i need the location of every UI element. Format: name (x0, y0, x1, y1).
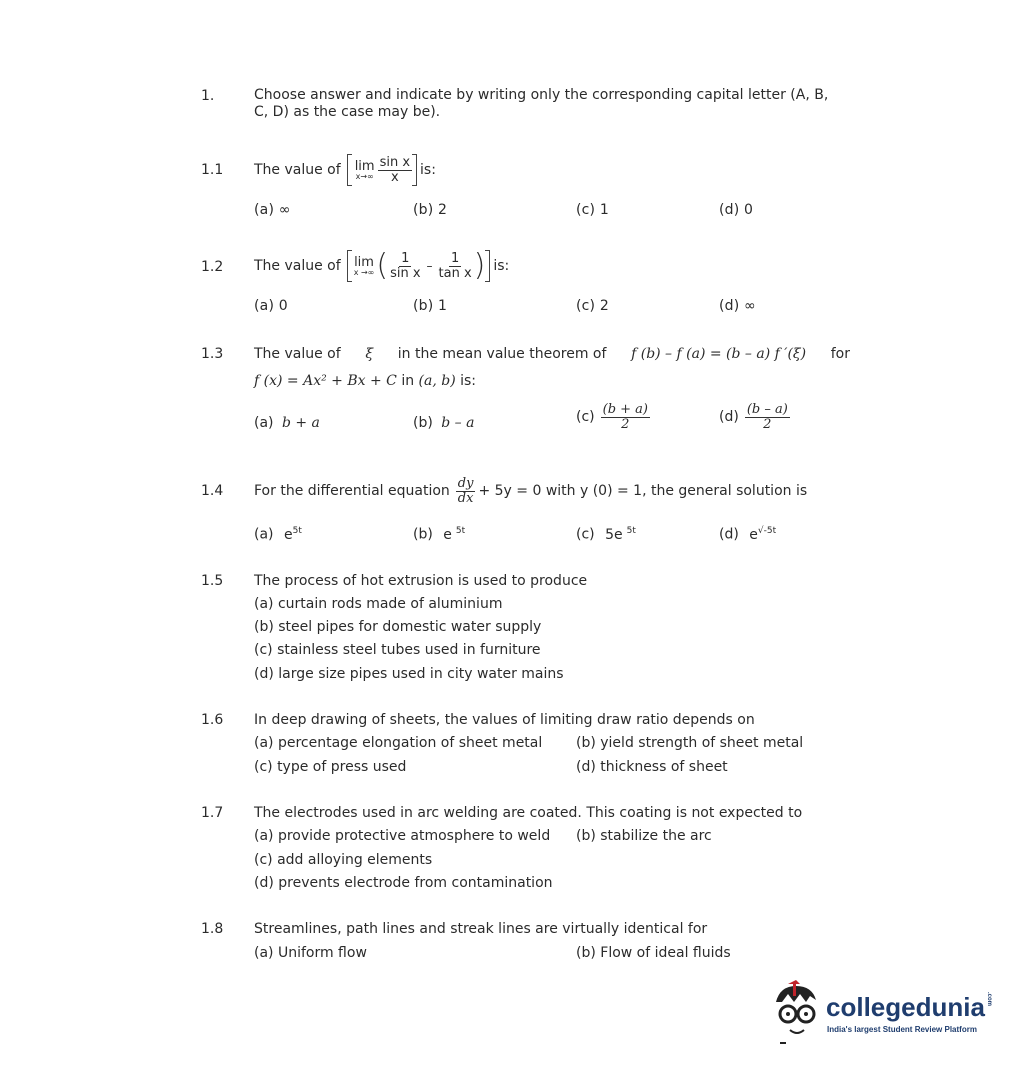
option-b: (b) stabilize the arc (576, 828, 712, 844)
option-b: (b) 2 (413, 202, 448, 218)
question-1-3-line-1: The value of ξ in the mean value theorem of f (b) – f (a) = (b – a) f ′(ξ) for (254, 346, 850, 362)
option-a: (a) curtain rods made of aluminium (254, 596, 503, 612)
fraction-1: $\frac{1}{\text{sin x}}$ (390, 250, 421, 281)
question-suffix: is: (420, 162, 436, 178)
fraction: $\frac{\text{sin x}}{x}$ (379, 154, 411, 185)
minus-sign: – (426, 259, 433, 273)
question-number: 1.1 (201, 162, 224, 178)
mascot-icon (766, 980, 826, 1050)
option-d: (d) $e^{√-5t}$ (719, 526, 777, 543)
question-suffix: is: (493, 258, 510, 274)
option-a: (a) 0 (254, 298, 288, 314)
option-a: (a) provide protective atmosphere to weld (254, 828, 551, 844)
limit: lim x →∞ (353, 254, 375, 277)
collegedunia-logo (766, 980, 991, 1050)
logo-name: collegedunia (826, 992, 985, 1022)
fraction: $\frac{dy}{dx}$ (457, 475, 474, 506)
logo-suffix: .com (986, 992, 992, 1007)
option-c: (c) type of press used (254, 759, 407, 775)
question-1-2 (254, 246, 509, 286)
option-b: (b) Flow of ideal fluids (576, 945, 731, 961)
paren-left: ( (376, 248, 389, 283)
paren-right: ) (473, 248, 486, 283)
bracket-right (485, 250, 490, 282)
question-text: The value of (254, 258, 341, 274)
logo-tagline: India's largest Student Review Platform (827, 1025, 977, 1034)
option-a: (a) b + a (254, 415, 320, 431)
option-c: (c) $\frac{(b + a)}{2}$ (576, 402, 648, 432)
option-c: (c) stainless steel tubes used in furniture (254, 642, 541, 658)
option-b: (b) 1 (413, 298, 448, 314)
question-number: 1.7 (201, 805, 224, 821)
option-c: (c) 5e $^{5t}$ (576, 526, 636, 543)
instruction-line-2: C, D) as the case may be). (254, 104, 441, 120)
option-d: (d) large size pipes used in city water mains (254, 666, 564, 682)
option-c: (c) add alloying elements (254, 852, 433, 868)
instruction-line-1: Choose answer and indicate by writing only the corresponding capital letter (A, B, (254, 87, 829, 103)
question-stem: The electrodes used in arc welding are coated. This coating is not expected to (254, 805, 803, 821)
option-b: (b) yield strength of sheet metal (576, 735, 804, 751)
question-stem: In deep drawing of sheets, the values of limiting draw ratio depends on (254, 712, 755, 728)
option-a: (a) ∞ (254, 202, 291, 218)
option-a: (a) Uniform flow (254, 945, 367, 961)
question-number: 1.3 (201, 346, 224, 362)
bracket-left (347, 154, 352, 186)
option-a: (a) percentage elongation of sheet metal (254, 735, 543, 751)
option-a: (a) $e^{5t}$ (254, 526, 302, 543)
option-d: (d) thickness of sheet (576, 759, 728, 775)
limit: lim x→∞ (354, 158, 375, 181)
question-text: The value of (254, 162, 341, 178)
fraction-2: $\frac{1}{\text{tan x}}$ (438, 250, 472, 281)
option-d: (d) ∞ (719, 298, 756, 314)
option-d: (d) $\frac{(b - a)}{2}$ (719, 402, 788, 432)
option-b: (b) b – a (413, 415, 475, 431)
question-number: 1.8 (201, 921, 224, 937)
option-b: (b) steel pipes for domestic water supply (254, 619, 542, 635)
bracket-left (347, 250, 352, 282)
question-number: 1.2 (201, 259, 224, 275)
question-1-3-line-2: f (x) = Ax² + Bx + C in (a, b) is: (254, 373, 477, 389)
bracket-right (412, 154, 417, 186)
question-1-4: For the differential equation $\frac{dy}{dx}$ + 5y = 0 with y (0) = 1, the general solution is (254, 475, 808, 506)
option-c: (c) 1 (576, 202, 609, 218)
option-b: (b) e $^{5t}$ (413, 526, 466, 543)
question-stem: Streamlines, path lines and streak lines are virtually identical for (254, 921, 708, 937)
option-d: (d) prevents electrode from contamination (254, 875, 553, 891)
question-number: 1.6 (201, 712, 224, 728)
question-number: 1. (201, 88, 215, 104)
option-d: (d) 0 (719, 202, 754, 218)
question-number: 1.5 (201, 573, 224, 589)
question-stem: The process of hot extrusion is used to produce (254, 573, 588, 589)
option-c: (c) 2 (576, 298, 609, 314)
question-1-1 (254, 150, 436, 190)
question-number: 1.4 (201, 483, 224, 499)
